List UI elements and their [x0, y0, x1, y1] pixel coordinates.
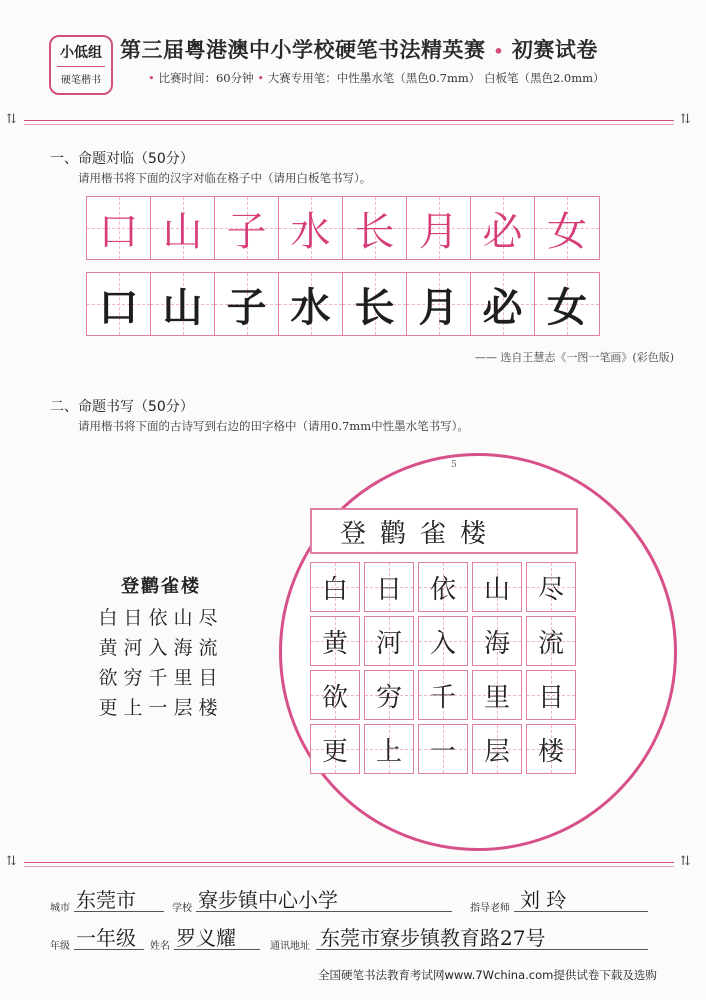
section2-instruction: 请用楷书将下面的古诗写到右边的田字格中（请用0.7mm中性墨水笔书写）。: [78, 419, 469, 433]
grade-value[interactable]: 一年级: [76, 926, 136, 950]
teacher-label: 指导老师: [470, 903, 510, 914]
grid-cell[interactable]: 更: [310, 724, 360, 774]
school-value[interactable]: 寮步镇中心小学: [198, 888, 338, 912]
grid-cell[interactable]: 河: [364, 616, 414, 666]
grid-row: [310, 670, 580, 720]
top-divider: [24, 120, 674, 121]
model-cell: 月: [407, 197, 471, 259]
bottom-divider-thin: [24, 866, 674, 867]
group-badge: [49, 35, 113, 95]
grid-cell[interactable]: 层: [472, 724, 522, 774]
grid-cell[interactable]: 上: [364, 724, 414, 774]
grid-cell[interactable]: 日: [364, 562, 414, 612]
name-label: 姓名: [150, 941, 170, 952]
poem-line: 白日依山尽: [98, 607, 224, 629]
cut-arrow-icon: ⇅: [680, 854, 691, 869]
title-suffix: 初赛试卷: [511, 38, 598, 62]
name-underline: [174, 949, 260, 950]
grid-cell[interactable]: 海: [472, 616, 522, 666]
poem-title: 登鹳雀楼: [121, 576, 201, 597]
grid-cell[interactable]: 白: [310, 562, 360, 612]
section1-instruction: 请用楷书将下面的汉字对临在格子中（请用白板笔书写）。: [78, 171, 372, 185]
copy-cell[interactable]: 山: [151, 273, 215, 335]
poem-line: 欲穷千里目: [98, 667, 224, 689]
poem-writing-grid: [310, 562, 580, 778]
pen-label: 大赛专用笔：中性墨水笔（黑色0.7mm） 白板笔（黑色2.0mm）: [267, 71, 605, 85]
grid-cell[interactable]: 欲: [310, 670, 360, 720]
name-value[interactable]: 罗义耀: [176, 926, 236, 950]
copy-cell[interactable]: 口: [87, 273, 151, 335]
address-underline: [316, 949, 648, 950]
model-cell: 长: [343, 197, 407, 259]
grid-row: [310, 562, 580, 612]
model-cell: 山: [151, 197, 215, 259]
time-label: 比赛时间：60分钟: [158, 71, 254, 85]
exam-info: [148, 70, 605, 86]
circle-number: 5: [451, 460, 457, 470]
written-title-box[interactable]: [310, 508, 578, 554]
poem-line: 黄河入海流: [98, 637, 224, 659]
model-cell: 口: [87, 197, 151, 259]
exam-title: [120, 34, 598, 64]
footer-text: 全国硬笔书法教育考试网www.7Wchina.com提供试卷下载及选购: [318, 968, 657, 982]
school-label: 学校: [172, 903, 192, 914]
grid-cell[interactable]: 依: [418, 562, 468, 612]
cut-arrow-icon: ⇅: [6, 112, 17, 127]
address-label: 通讯地址: [270, 941, 310, 952]
city-label: 城市: [50, 903, 70, 914]
city-underline: [74, 911, 164, 912]
copy-cell[interactable]: 水: [279, 273, 343, 335]
group-name: 小低组: [60, 45, 102, 61]
written-title: 登鹳雀楼: [340, 518, 501, 549]
copy-cell[interactable]: 必: [471, 273, 535, 335]
grid-cell[interactable]: 流: [526, 616, 576, 666]
grade-underline: [74, 949, 144, 950]
title-main: 第三届粤港澳中小学校硬笔书法精英赛: [120, 38, 486, 62]
grid-cell[interactable]: 一: [418, 724, 468, 774]
teacher-value[interactable]: 刘 玲: [520, 888, 567, 912]
bullet-icon: •: [257, 71, 265, 85]
poem-reference: [86, 572, 236, 723]
grid-cell[interactable]: 目: [526, 670, 576, 720]
grid-cell[interactable]: 黄: [310, 616, 360, 666]
copy-cell[interactable]: 女: [535, 273, 599, 335]
grid-cell[interactable]: 穷: [364, 670, 414, 720]
top-divider-thin: [24, 124, 674, 125]
poem-line: 更上一层楼: [98, 697, 224, 719]
grid-row: [310, 724, 580, 774]
grade-label: 年级: [50, 941, 70, 952]
model-char-row: [86, 196, 600, 260]
copy-cell[interactable]: 子: [215, 273, 279, 335]
model-cell: 女: [535, 197, 599, 259]
copy-char-row: [86, 272, 600, 336]
school-underline: [196, 911, 452, 912]
copy-cell[interactable]: 月: [407, 273, 471, 335]
address-value[interactable]: 东莞市寮步镇教育路27号: [320, 926, 546, 950]
source-credit: —— 选自王慧志《一图一笔画》(彩色版): [474, 351, 674, 364]
section1-heading: 一、命题对临（50分）: [50, 151, 194, 167]
teacher-underline: [514, 911, 648, 912]
copy-cell[interactable]: 长: [343, 273, 407, 335]
group-style: 硬笔楷书: [57, 66, 105, 86]
cut-arrow-icon: ⇅: [6, 854, 17, 869]
grid-cell[interactable]: 尽: [526, 562, 576, 612]
grid-cell[interactable]: 千: [418, 670, 468, 720]
grid-cell[interactable]: 楼: [526, 724, 576, 774]
grid-cell[interactable]: 入: [418, 616, 468, 666]
bottom-divider: [24, 862, 674, 863]
bullet-icon: •: [148, 71, 155, 85]
title-dot: •: [493, 42, 505, 61]
model-cell: 必: [471, 197, 535, 259]
cut-arrow-icon: ⇅: [680, 112, 691, 127]
city-value[interactable]: 东莞市: [76, 888, 136, 912]
section2-heading: 二、命题书写（50分）: [50, 399, 194, 415]
grid-cell[interactable]: 里: [472, 670, 522, 720]
model-cell: 子: [215, 197, 279, 259]
grid-row: [310, 616, 580, 666]
model-cell: 水: [279, 197, 343, 259]
grid-cell[interactable]: 山: [472, 562, 522, 612]
